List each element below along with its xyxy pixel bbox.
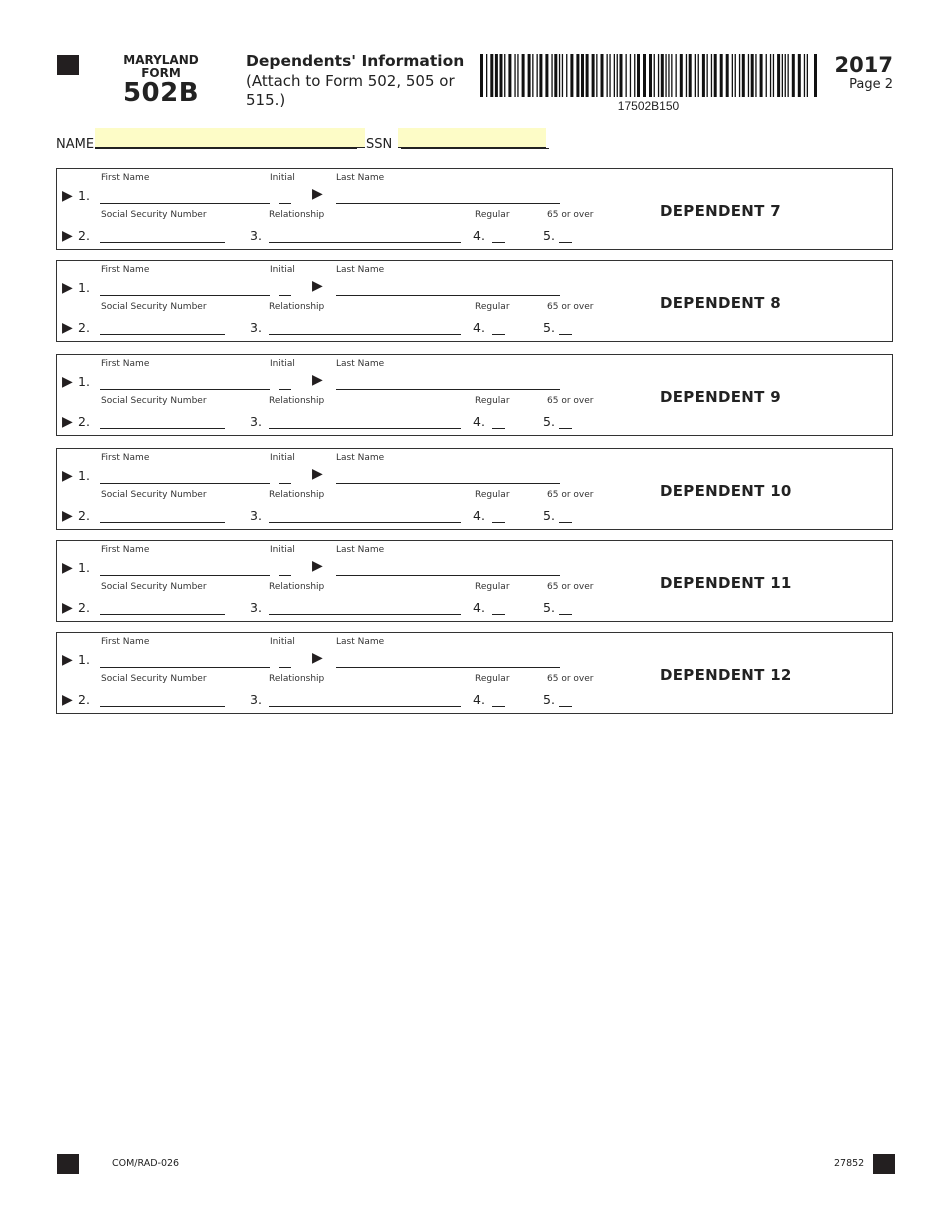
barcode-bar <box>504 54 505 97</box>
form-number: 502B <box>122 78 200 108</box>
arrow-icon: ▶ <box>62 652 73 668</box>
regular-label: Regular <box>475 302 510 312</box>
arrow-icon: ▶ <box>312 278 323 294</box>
barcode-bar <box>770 54 771 97</box>
ssn-field-label: Social Security Number <box>101 674 207 684</box>
relationship-label: Relationship <box>269 210 325 220</box>
dependent-title: DEPENDENT 10 <box>660 482 792 500</box>
regular-checkbox[interactable] <box>492 601 505 615</box>
dependent-box <box>56 448 893 530</box>
dependent-ssn-input[interactable] <box>100 509 225 523</box>
barcode-bar <box>680 54 683 97</box>
barcode <box>480 54 817 97</box>
barcode-bar <box>576 54 579 97</box>
initial-label: Initial <box>270 359 295 369</box>
over-65-checkbox[interactable] <box>559 693 572 707</box>
arrow-icon: ▶ <box>312 466 323 482</box>
ssn-label: SSN <box>366 137 393 152</box>
barcode-bar <box>545 54 548 97</box>
relationship-label: Relationship <box>269 490 325 500</box>
barcode-bar <box>528 54 531 97</box>
initial-input[interactable] <box>279 282 291 296</box>
line-3-number: 3. <box>250 692 262 707</box>
barcode-bar <box>766 54 767 97</box>
registration-mark-bottom-right <box>873 1154 895 1174</box>
arrow-icon: ▶ <box>62 560 73 576</box>
line-2-number: 2. <box>78 692 90 707</box>
barcode-bar <box>798 54 801 97</box>
last-name-label: Last Name <box>336 173 385 183</box>
first-name-label: First Name <box>101 359 150 369</box>
dependent-ssn-input[interactable] <box>100 693 225 707</box>
regular-checkbox[interactable] <box>492 229 505 243</box>
barcode-bar <box>732 54 733 97</box>
barcode-bar <box>720 54 723 97</box>
initial-input[interactable] <box>279 654 291 668</box>
barcode-bar <box>607 54 608 97</box>
dependent-title: DEPENDENT 11 <box>660 574 792 592</box>
line-1-number: 1. <box>78 280 90 295</box>
state-name: MARYLAND <box>123 53 199 67</box>
last-name-input[interactable] <box>336 282 560 296</box>
line-5-number: 5. <box>543 692 555 707</box>
barcode-bar <box>596 54 597 97</box>
barcode-bar <box>514 54 515 97</box>
regular-label: Regular <box>475 674 510 684</box>
tax-year: 2017 <box>834 53 893 77</box>
barcode-bar <box>592 54 595 97</box>
barcode-number: 17502B150 <box>617 99 680 113</box>
arrow-icon: ▶ <box>312 186 323 202</box>
last-name-input[interactable] <box>336 376 560 390</box>
name-underline <box>95 148 357 149</box>
line-3-number: 3. <box>250 414 262 429</box>
last-name-label: Last Name <box>336 453 385 463</box>
relationship-label: Relationship <box>269 396 325 406</box>
last-name-label: Last Name <box>336 359 385 369</box>
barcode-bar <box>711 54 712 97</box>
barcode-bar <box>617 54 618 97</box>
line-1-number: 1. <box>78 652 90 667</box>
barcode-bar <box>782 54 783 97</box>
barcode-bar <box>785 54 786 97</box>
barcode-bar <box>654 54 655 97</box>
barcode-bar <box>620 54 623 97</box>
barcode-bar <box>626 54 627 97</box>
line-2-number: 2. <box>78 228 90 243</box>
over-65-label: 65 or over <box>547 302 594 312</box>
line-4-number: 4. <box>473 320 485 335</box>
barcode-bar <box>714 54 717 97</box>
line-3-number: 3. <box>250 320 262 335</box>
barcode-bar <box>539 54 542 97</box>
barcode-bar <box>773 54 774 97</box>
regular-label: Regular <box>475 396 510 406</box>
last-name-label: Last Name <box>336 265 385 275</box>
barcode-bar <box>698 54 699 97</box>
barcode-bar <box>661 54 664 97</box>
form-state-label <box>112 54 210 80</box>
first-name-input[interactable] <box>100 376 270 390</box>
dependent-title: DEPENDENT 9 <box>660 388 781 406</box>
ssn-field-label: Social Security Number <box>101 396 207 406</box>
initial-label: Initial <box>270 265 295 275</box>
over-65-label: 65 or over <box>547 490 594 500</box>
arrow-icon: ▶ <box>62 508 73 524</box>
arrow-icon: ▶ <box>62 280 73 296</box>
line-1-number: 1. <box>78 468 90 483</box>
first-name-label: First Name <box>101 637 150 647</box>
barcode-bar <box>751 54 754 97</box>
dependent-box <box>56 354 893 436</box>
over-65-checkbox[interactable] <box>559 321 572 335</box>
arrow-icon: ▶ <box>62 228 73 244</box>
first-name-label: First Name <box>101 265 150 275</box>
barcode-bar <box>668 54 669 97</box>
relationship-input[interactable] <box>269 321 461 335</box>
over-65-label: 65 or over <box>547 396 594 406</box>
barcode-bar <box>760 54 763 97</box>
initial-label: Initial <box>270 453 295 463</box>
arrow-icon: ▶ <box>62 692 73 708</box>
barcode-bar <box>566 54 567 97</box>
over-65-checkbox[interactable] <box>559 415 572 429</box>
first-name-input[interactable] <box>100 282 270 296</box>
barcode-bar <box>614 54 615 97</box>
barcode-bar <box>581 54 584 97</box>
barcode-bar <box>748 54 749 97</box>
relationship-input[interactable] <box>269 693 461 707</box>
barcode-bar <box>707 54 708 97</box>
dependent-box <box>56 540 893 622</box>
over-65-checkbox[interactable] <box>559 601 572 615</box>
dependent-box <box>56 168 893 250</box>
barcode-bar <box>807 54 808 97</box>
first-name-input[interactable] <box>100 190 270 204</box>
regular-checkbox[interactable] <box>492 415 505 429</box>
relationship-label: Relationship <box>269 582 325 592</box>
first-name-label: First Name <box>101 173 150 183</box>
last-name-label: Last Name <box>336 637 385 647</box>
barcode-bar <box>562 54 563 97</box>
last-name-label: Last Name <box>336 545 385 555</box>
barcode-bar <box>788 54 789 97</box>
barcode-bar <box>495 54 498 97</box>
barcode-bar <box>570 54 573 97</box>
barcode-bar <box>486 54 487 97</box>
dependent-ssn-input[interactable] <box>100 229 225 243</box>
line-5-number: 5. <box>543 414 555 429</box>
initial-input[interactable] <box>279 470 291 484</box>
last-name-input[interactable] <box>336 562 560 576</box>
barcode-bar <box>676 54 677 97</box>
over-65-checkbox[interactable] <box>559 509 572 523</box>
arrow-icon: ▶ <box>312 372 323 388</box>
first-name-input[interactable] <box>100 470 270 484</box>
barcode-bar <box>554 54 557 97</box>
arrow-icon: ▶ <box>62 468 73 484</box>
barcode-bar <box>665 54 666 97</box>
barcode-bar <box>609 54 610 97</box>
last-name-input[interactable] <box>336 470 560 484</box>
ssn-field-label: Social Security Number <box>101 490 207 500</box>
name-label: NAME <box>56 137 95 152</box>
name-input[interactable] <box>95 128 365 148</box>
arrow-icon: ▶ <box>62 600 73 616</box>
ssn-field-label: Social Security Number <box>101 302 207 312</box>
regular-label: Regular <box>475 210 510 220</box>
regular-checkbox[interactable] <box>492 509 505 523</box>
dependent-ssn-input[interactable] <box>100 321 225 335</box>
line-5-number: 5. <box>543 508 555 523</box>
dependent-ssn-input[interactable] <box>100 601 225 615</box>
dependent-ssn-input[interactable] <box>100 415 225 429</box>
relationship-input[interactable] <box>269 415 461 429</box>
first-name-label: First Name <box>101 453 150 463</box>
ssn-underline <box>401 148 549 149</box>
barcode-bar <box>522 54 525 97</box>
relationship-label: Relationship <box>269 674 325 684</box>
initial-label: Initial <box>270 173 295 183</box>
form-id-number: 27852 <box>834 1158 865 1169</box>
initial-label: Initial <box>270 545 295 555</box>
regular-label: Regular <box>475 490 510 500</box>
first-name-input[interactable] <box>100 562 270 576</box>
dependent-box <box>56 632 893 714</box>
barcode-bar <box>559 54 560 97</box>
barcode-bar <box>739 54 740 97</box>
last-name-input[interactable] <box>336 654 560 668</box>
line-1-number: 1. <box>78 374 90 389</box>
barcode-bar <box>537 54 538 97</box>
barcode-bar <box>490 54 493 97</box>
dependent-box <box>56 260 893 342</box>
form-title: Dependents' Information <box>246 52 465 70</box>
barcode-bar <box>637 54 640 97</box>
barcode-bar <box>726 54 729 97</box>
barcode-bar <box>551 54 552 97</box>
line-2-number: 2. <box>78 320 90 335</box>
line-4-number: 4. <box>473 692 485 707</box>
initial-label: Initial <box>270 637 295 647</box>
arrow-icon: ▶ <box>62 320 73 336</box>
page-number: Page 2 <box>849 77 893 92</box>
dependent-title: DEPENDENT 8 <box>660 294 781 312</box>
barcode-bar <box>532 54 533 97</box>
line-2-number: 2. <box>78 508 90 523</box>
barcode-bar <box>643 54 646 97</box>
barcode-bar <box>702 54 705 97</box>
barcode-bar <box>755 54 756 97</box>
first-name-input[interactable] <box>100 654 270 668</box>
ssn-field-label: Social Security Number <box>101 582 207 592</box>
ssn-input[interactable] <box>398 128 546 148</box>
line-2-number: 2. <box>78 600 90 615</box>
arrow-icon: ▶ <box>312 650 323 666</box>
line-2-number: 2. <box>78 414 90 429</box>
relationship-label: Relationship <box>269 302 325 312</box>
line-3-number: 3. <box>250 228 262 243</box>
barcode-bar <box>814 54 817 97</box>
registration-mark-bottom-left <box>57 1154 79 1174</box>
barcode-bar <box>695 54 696 97</box>
relationship-input[interactable] <box>269 229 461 243</box>
over-65-label: 65 or over <box>547 210 594 220</box>
registration-mark-top-left <box>57 55 79 75</box>
form-code: COM/RAD-026 <box>112 1158 180 1169</box>
line-4-number: 4. <box>473 228 485 243</box>
form-subtitle: (Attach to Form 502, 505 or 515.) <box>246 72 455 109</box>
line-4-number: 4. <box>473 508 485 523</box>
barcode-bar <box>792 54 795 97</box>
over-65-label: 65 or over <box>547 582 594 592</box>
line-5-number: 5. <box>543 600 555 615</box>
barcode-bar <box>804 54 805 97</box>
initial-input[interactable] <box>279 190 291 204</box>
barcode-bar <box>735 54 736 97</box>
line-3-number: 3. <box>250 600 262 615</box>
barcode-bar <box>630 54 631 97</box>
over-65-checkbox[interactable] <box>559 229 572 243</box>
barcode-bar <box>742 54 745 97</box>
barcode-bar <box>634 54 635 97</box>
initial-input[interactable] <box>279 562 291 576</box>
line-3-number: 3. <box>250 508 262 523</box>
line-5-number: 5. <box>543 228 555 243</box>
last-name-input[interactable] <box>336 190 560 204</box>
ssn-field-label: Social Security Number <box>101 210 207 220</box>
regular-checkbox[interactable] <box>492 321 505 335</box>
line-4-number: 4. <box>473 414 485 429</box>
initial-input[interactable] <box>279 376 291 390</box>
regular-checkbox[interactable] <box>492 693 505 707</box>
barcode-bar <box>689 54 692 97</box>
dependent-title: DEPENDENT 12 <box>660 666 792 684</box>
line-4-number: 4. <box>473 600 485 615</box>
line-5-number: 5. <box>543 320 555 335</box>
arrow-icon: ▶ <box>62 188 73 204</box>
barcode-bar <box>601 54 604 97</box>
barcode-bar <box>500 54 503 97</box>
arrow-icon: ▶ <box>312 558 323 574</box>
over-65-label: 65 or over <box>547 674 594 684</box>
regular-label: Regular <box>475 582 510 592</box>
barcode-bar <box>658 54 659 97</box>
first-name-label: First Name <box>101 545 150 555</box>
line-1-number: 1. <box>78 188 90 203</box>
barcode-bar <box>649 54 652 97</box>
line-1-number: 1. <box>78 560 90 575</box>
barcode-bar <box>508 54 511 97</box>
barcode-bar <box>777 54 780 97</box>
relationship-input[interactable] <box>269 601 461 615</box>
barcode-bar <box>480 54 483 97</box>
form-word: FORM <box>141 66 181 80</box>
relationship-input[interactable] <box>269 509 461 523</box>
barcode-bar <box>517 54 518 97</box>
barcode-bar <box>586 54 589 97</box>
arrow-icon: ▶ <box>62 414 73 430</box>
barcode-bar <box>671 54 672 97</box>
dependent-title: DEPENDENT 7 <box>660 202 781 220</box>
arrow-icon: ▶ <box>62 374 73 390</box>
barcode-bar <box>686 54 687 97</box>
